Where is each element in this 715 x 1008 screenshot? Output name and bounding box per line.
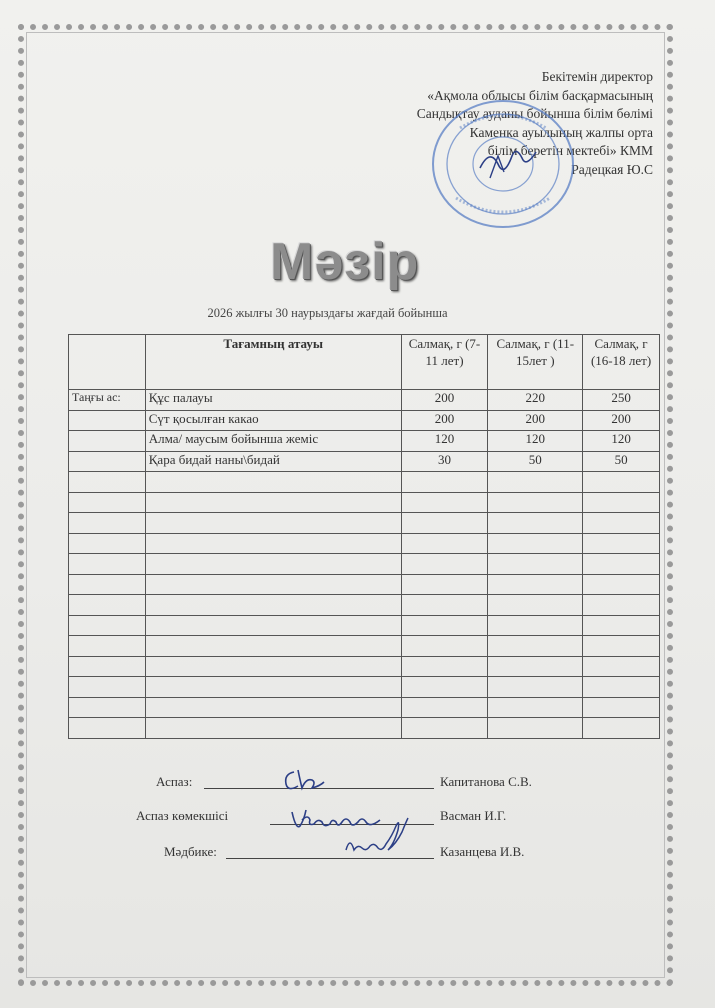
header-weight-7-11: Салмақ, г (7-11 лет): [401, 335, 488, 390]
header-weight-11-15: Салмақ, г (11-15лет ): [488, 335, 583, 390]
weight-cell: 50: [583, 451, 660, 472]
weight-cell: 120: [401, 431, 488, 452]
empty-cell: [583, 533, 660, 554]
weight-cell: 200: [488, 410, 583, 431]
table-row: [69, 390, 660, 411]
dish-name-cell: Сүт қосылған какао: [145, 410, 401, 431]
empty-cell: [145, 595, 401, 616]
approval-line: Каменка ауылының жалпы орта: [469, 124, 653, 140]
table-row-empty: [69, 472, 660, 493]
empty-cell: [69, 492, 146, 513]
empty-cell: [145, 472, 401, 493]
empty-cell: [145, 574, 401, 595]
empty-cell: [145, 615, 401, 636]
nurse-signature: [342, 816, 422, 860]
header-dish-name: Тағамның атауы: [145, 335, 401, 390]
cook-name: Капитанова С.В.: [440, 774, 532, 789]
empty-cell: [488, 656, 583, 677]
table-row-empty: [69, 656, 660, 677]
empty-cell: [583, 574, 660, 595]
weight-cell: 120: [488, 431, 583, 452]
table-row-empty: [69, 615, 660, 636]
empty-cell: [583, 615, 660, 636]
empty-cell: [488, 636, 583, 657]
empty-cell: [401, 574, 488, 595]
empty-cell: [145, 718, 401, 739]
empty-cell: [69, 677, 146, 698]
empty-cell: [488, 574, 583, 595]
empty-cell: [69, 656, 146, 677]
empty-cell: [488, 718, 583, 739]
empty-cell: [401, 677, 488, 698]
empty-cell: [583, 636, 660, 657]
approval-line: білім беретін мектебі» КММ: [487, 143, 653, 158]
table-row-empty: [69, 718, 660, 739]
empty-cell: [401, 595, 488, 616]
meal-cell: [69, 431, 146, 452]
nurse-label: Мәдбике:: [164, 844, 217, 859]
header-weight-16-18: Салмақ, г (16-18 лет): [583, 335, 660, 390]
empty-cell: [401, 718, 488, 739]
table-row-empty: [69, 574, 660, 595]
assistant-cook-name: Васман И.Г.: [440, 808, 507, 823]
empty-cell: [401, 513, 488, 534]
weight-cell: 120: [583, 431, 660, 452]
table-row-empty: [69, 492, 660, 513]
table-row-empty: [69, 595, 660, 616]
empty-cell: [401, 472, 488, 493]
table-row-empty: [69, 513, 660, 534]
empty-cell: [401, 533, 488, 554]
empty-cell: [401, 554, 488, 575]
empty-cell: [488, 615, 583, 636]
weight-cell: 200: [401, 410, 488, 431]
empty-cell: [69, 595, 146, 616]
empty-cell: [145, 513, 401, 534]
meal-cell: Таңғы ас:: [69, 390, 146, 411]
empty-cell: [69, 718, 146, 739]
cook-signature: [280, 766, 330, 794]
empty-cell: [145, 697, 401, 718]
empty-cell: [401, 636, 488, 657]
empty-cell: [401, 656, 488, 677]
empty-cell: [69, 636, 146, 657]
meal-cell: [69, 410, 146, 431]
table-row-empty: [69, 636, 660, 657]
empty-cell: [401, 697, 488, 718]
table-header-row: [69, 335, 660, 390]
table-row: [69, 431, 660, 452]
empty-cell: [69, 533, 146, 554]
menu-table: [68, 334, 660, 739]
empty-cell: [69, 513, 146, 534]
table-row-empty: [69, 677, 660, 698]
empty-cell: [69, 554, 146, 575]
meal-cell: [69, 451, 146, 472]
empty-cell: [583, 492, 660, 513]
empty-cell: [583, 718, 660, 739]
school-stamp: [430, 98, 576, 230]
empty-cell: [69, 472, 146, 493]
page-title: Мәзір: [270, 233, 420, 291]
table-row-empty: [69, 533, 660, 554]
empty-cell: [488, 595, 583, 616]
empty-cell: [488, 472, 583, 493]
nurse-name: Казанцева И.В.: [440, 844, 525, 859]
weight-cell: 200: [583, 410, 660, 431]
approval-line: Бекітемін директор: [541, 69, 653, 84]
weight-cell: 250: [583, 390, 660, 411]
approval-line: Радецкая Ю.С: [571, 161, 653, 177]
date-subtitle: 2026 жылғы 30 наурыздағы жағдай бойынша: [207, 306, 448, 320]
empty-cell: [488, 513, 583, 534]
table-row: [69, 451, 660, 472]
approval-line: «Ақмола облысы білім басқармасының: [427, 87, 653, 103]
empty-cell: [488, 677, 583, 698]
empty-cell: [145, 677, 401, 698]
empty-cell: [145, 492, 401, 513]
empty-cell: [69, 697, 146, 718]
empty-cell: [145, 636, 401, 657]
empty-cell: [583, 656, 660, 677]
empty-cell: [69, 574, 146, 595]
approval-line: Сандықтау ауданы бойынша білім бөлімі: [416, 106, 653, 121]
subtitle-wrap: [0, 306, 715, 321]
empty-cell: [145, 656, 401, 677]
empty-cell: [145, 554, 401, 575]
weight-cell: 220: [488, 390, 583, 411]
empty-cell: [145, 533, 401, 554]
weight-cell: 200: [401, 390, 488, 411]
empty-cell: [583, 595, 660, 616]
table-row-empty: [69, 554, 660, 575]
cook-label: Аспаз:: [156, 774, 193, 789]
empty-cell: [583, 554, 660, 575]
empty-cell: [583, 697, 660, 718]
empty-cell: [583, 677, 660, 698]
empty-cell: [583, 513, 660, 534]
weight-cell: 30: [401, 451, 488, 472]
empty-cell: [488, 697, 583, 718]
dish-name-cell: Қара бидай наны\бидай: [145, 451, 401, 472]
empty-cell: [401, 492, 488, 513]
dish-name-cell: Құс палауы: [145, 390, 401, 411]
table-row: [69, 410, 660, 431]
empty-cell: [583, 472, 660, 493]
dish-name-cell: Алма/ маусым бойынша жеміс: [145, 431, 401, 452]
header-meal: [69, 335, 146, 390]
assistant-cook-label: Аспаз көмекшісі: [136, 808, 229, 823]
empty-cell: [401, 615, 488, 636]
empty-cell: [488, 554, 583, 575]
table-row-empty: [69, 697, 660, 718]
weight-cell: 50: [488, 451, 583, 472]
empty-cell: [488, 492, 583, 513]
empty-cell: [69, 615, 146, 636]
empty-cell: [488, 533, 583, 554]
